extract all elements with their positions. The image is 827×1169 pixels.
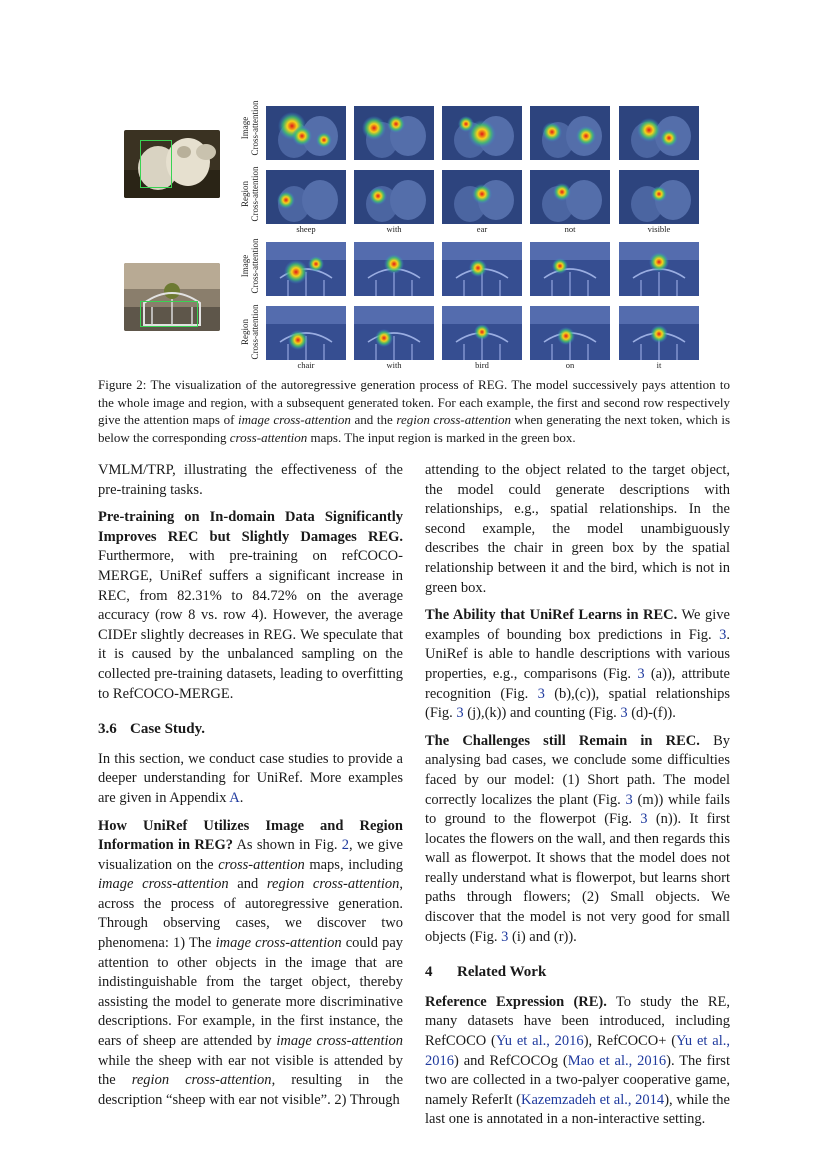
- paragraph: [98, 508, 403, 704]
- italic-term: region cross-attention: [131, 1072, 272, 1089]
- italic-term: image cross-attention: [276, 1033, 403, 1050]
- figure-link[interactable]: 3: [620, 705, 628, 722]
- italic-term: image cross-attention: [98, 876, 229, 893]
- green-region-box: [140, 301, 198, 327]
- right-column: [425, 461, 730, 1138]
- paragraph-text: (d)-(f)).: [627, 705, 676, 722]
- paragraph: [98, 750, 403, 809]
- paragraph-text: ) and RefCOCOg (: [454, 1052, 568, 1069]
- italic-term: image cross-attention: [215, 935, 342, 952]
- paragraph-text: .: [239, 789, 244, 806]
- paragraph-heading: How UniRef Utilizes Image and Region Information in REG?: [98, 817, 403, 854]
- token-word: ear: [476, 224, 488, 234]
- paragraph-text: maps, including: [304, 856, 403, 873]
- paragraph-text: By analysing bad cases, we conclude some difficulties faced by our model: (1) Short path. The model correctly localizes the plant (Fig.: [425, 732, 731, 808]
- caption-italic: image cross-attention: [238, 412, 351, 428]
- paragraph: VMLM/TRP, illustrating the effectiveness of the pre-training tasks.: [98, 462, 403, 498]
- figure-2: [98, 100, 732, 382]
- paragraph-text: To study the RE, many datasets have been introduced, including RefCOCO (: [425, 993, 730, 1050]
- image-attention-map-ex1: [530, 106, 610, 160]
- paragraph: [425, 993, 730, 1130]
- row-label-region-ex1: Region Cross-attention: [240, 166, 260, 222]
- token-word: chair: [297, 360, 315, 370]
- example1-input-image: [124, 130, 220, 198]
- region-attention-map-ex1: [354, 170, 434, 224]
- figure-link[interactable]: 3: [501, 928, 509, 945]
- region-attention-map-ex1: [619, 170, 699, 224]
- figure-link[interactable]: 3: [640, 811, 648, 828]
- region-attention-map-ex2: [354, 306, 434, 360]
- paragraph-text: (i) and (r)).: [508, 928, 577, 945]
- token-word: with: [386, 224, 402, 234]
- italic-term: region cross-attention: [266, 876, 400, 893]
- paragraph-text: could pay attention to other objects in the image that are indistinguishable from the target object, thereby assisting the model to generate more discriminative descriptions. For example, in the first instance, the ears of sheep are attended by: [98, 935, 403, 1050]
- paragraph-text: while the sheep with ear not visible is attended by the: [98, 1052, 403, 1089]
- paragraph-text: ). The first two are collected in a two-palyer cooperative game, namely ReferIt (: [425, 1052, 730, 1108]
- paragraph-heading: Reference Expression (RE).: [425, 993, 607, 1010]
- token-word: with: [386, 360, 402, 370]
- paragraph-text: , we give visualization on the: [98, 837, 403, 873]
- paragraph-text: ), RefCOCO+ (: [583, 1033, 677, 1050]
- token-word: not: [564, 224, 576, 234]
- image-attention-map-ex2: [354, 242, 434, 296]
- citation-link[interactable]: Yu et al., 2016: [425, 1033, 731, 1069]
- citation-link[interactable]: Mao et al., 2016: [567, 1052, 667, 1069]
- region-attention-map-ex2: [266, 306, 346, 360]
- paragraph-text: As shown in Fig.: [233, 837, 342, 854]
- paragraph-text: (m)) while fails to ground to the flowerpot (Fig.: [425, 791, 730, 828]
- green-region-box: [140, 140, 172, 188]
- paragraph: [98, 817, 403, 1111]
- paragraph-heading: Pre-training on In-domain Data Significantly Improves REC but Slightly Damages REG.: [98, 509, 403, 545]
- paragraph-text: (b),(c)), spatial relationships (Fig.: [425, 685, 730, 722]
- image-attention-map-ex1: [354, 106, 434, 160]
- paragraph-text: , resulting in the description “sheep with ear not visible”. 2) Through: [98, 1072, 403, 1108]
- row-label-region-ex2: Region Cross-attention: [240, 304, 260, 360]
- section-number: 3.6: [98, 721, 117, 738]
- paragraph: [425, 606, 730, 724]
- example2-input-image: [124, 263, 220, 331]
- region-attention-map-ex1: [442, 170, 522, 224]
- paragraph-text: In this section, we conduct case studies to provide a deeper understanding for UniRef. More examples are given in Appendix: [98, 750, 403, 806]
- caption-text: The visualization of the autoregressive generation process of REG. The model successively pays attention to the whole image and region, with a subsequent generated token. For each example, the first and second row respectively give the attention maps of: [98, 377, 730, 428]
- image-attention-map-ex1: [619, 106, 699, 160]
- section-title: Related Work: [457, 964, 547, 981]
- caption-italic: cross-attention: [229, 429, 308, 445]
- image-attention-map-ex2: [619, 242, 699, 296]
- section-heading: [98, 720, 403, 740]
- caption-italic: region cross-attention: [396, 412, 511, 428]
- region-attention-map-ex1: [266, 170, 346, 224]
- paragraph-text: and: [228, 876, 267, 893]
- section-heading: [425, 963, 730, 983]
- italic-term: cross-attention: [218, 856, 305, 873]
- figure-link[interactable]: 3: [456, 705, 464, 722]
- paragraph-text: Furthermore, with pre-training on refCOCO-MERGE, UniRef suffers a significant increase in REC, from 82.31% to 84.72% on the average accuracy (row 8 vs. row 4). However, the average CIDEr slightly decreases in REG. We speculate that it is caused by the unbalanced sampling on the collected pre-training datasets, leading to overfitting to RefCOCO-MERGE.: [98, 548, 403, 702]
- token-word: sheep: [296, 224, 316, 234]
- citation-link[interactable]: Kazemzadeh et al., 2014: [521, 1091, 665, 1108]
- paragraph-text: . UniRef is able to handle descriptions with various properties, e.g., comparisons (Fig.: [425, 626, 730, 682]
- region-attention-map-ex2: [619, 306, 699, 360]
- appendix-link[interactable]: A: [229, 789, 240, 806]
- citation-link[interactable]: Yu et al., 2016: [495, 1033, 584, 1050]
- row-label-image-ex2: Image Cross-attention: [240, 238, 260, 294]
- figure-caption: [98, 376, 730, 446]
- image-attention-map-ex1: [442, 106, 522, 160]
- figure-link[interactable]: 3: [719, 626, 727, 643]
- paragraph-text: ), while the last one is annotated in a non-interactive setting.: [425, 1091, 730, 1128]
- left-column: [98, 461, 403, 1118]
- paragraph-text: We give examples of bounding box predictions in Fig.: [425, 607, 730, 643]
- paragraph-heading: The Challenges still Remain in REC.: [425, 732, 700, 749]
- paragraph-text: (a)), attribute recognition (Fig.: [425, 665, 730, 702]
- token-word: it: [656, 360, 662, 370]
- token-word: bird: [475, 360, 489, 370]
- row-label-image-ex1: Image Cross-attention: [240, 100, 260, 156]
- paragraph: attending to the object related to the target object, the model could generate descriptions with relationships, e.g., spatial relationships. In the second example, the model unambiguously describes the chair in green box by the spatial relationship between it and the bird, which is not in green box.: [425, 462, 730, 596]
- figure-link[interactable]: 3: [537, 685, 545, 702]
- figure-link[interactable]: 2: [341, 837, 349, 854]
- caption-label: Figure 2:: [98, 377, 147, 392]
- caption-text: and the: [350, 412, 397, 428]
- figure-link[interactable]: 3: [637, 665, 645, 682]
- caption-text: maps. The input region is marked in the green box.: [307, 429, 576, 445]
- region-attention-map-ex2: [530, 306, 610, 360]
- section-number: 4: [425, 964, 433, 981]
- figure-link[interactable]: 3: [625, 791, 633, 808]
- image-attention-map-ex2: [530, 242, 610, 296]
- image-attention-map-ex2: [442, 242, 522, 296]
- token-word: on: [565, 360, 575, 370]
- image-attention-map-ex2: [266, 242, 346, 296]
- section-title: Case Study.: [130, 721, 206, 738]
- paragraph-text: (n)). It first locates the flowers on the wall, and then regards this wall as flowerpot. It shows that the model does not really understand what is flowerpot, but learns short paths through flowers; (2) Small objects. We discover that the model is not very good for small objects (Fig.: [425, 811, 730, 945]
- paragraph-text: (j),(k)) and counting (Fig.: [463, 705, 621, 722]
- caption-text: when generating the next token, which is below the corresponding: [98, 412, 731, 445]
- image-attention-map-ex1: [266, 106, 346, 160]
- token-word: visible: [647, 224, 671, 234]
- paragraph: [425, 732, 730, 948]
- paragraph-heading: The Ability that UniRef Learns in REC.: [425, 607, 678, 624]
- paragraph-text: , across the process of autoregressive generation. Through observing cases, we discover two phenomena: 1) The: [98, 876, 404, 952]
- region-attention-map-ex2: [442, 306, 522, 360]
- region-attention-map-ex1: [530, 170, 610, 224]
